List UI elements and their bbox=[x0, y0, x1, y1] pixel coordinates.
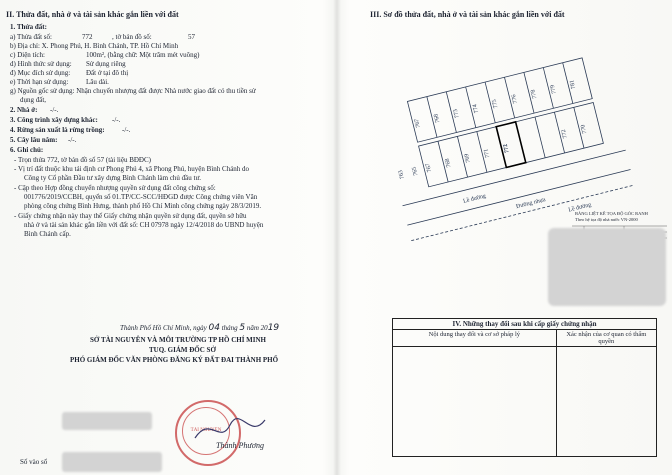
redacted-box-1 bbox=[62, 412, 152, 430]
other-construction-label: 3. Công trình xây dựng khác: bbox=[10, 116, 98, 124]
redacted-box-2 bbox=[62, 452, 162, 472]
lot-767: 767 bbox=[425, 162, 434, 173]
lot-770: 770 bbox=[580, 123, 589, 135]
lot-779: 779 bbox=[549, 84, 558, 95]
lot-772b: 772 bbox=[560, 128, 569, 139]
agency-line-3: PHÓ GIÁM ĐỐC VĂN PHÒNG ĐĂNG KÝ ĐẤT ĐAI THÀNH PHỐ bbox=[70, 356, 279, 364]
note-line-2: - Vị trí đất thuộc khu tái định cư Phong Phú 4, xã Phong Phú, huyện Bình Chánh do bbox=[14, 165, 250, 173]
section-4-title: IV. Những thay đổi sau khi cấp giấy chứng nhận bbox=[393, 319, 657, 330]
road-label: Đường nhựa bbox=[515, 197, 547, 211]
authority-cell bbox=[556, 347, 656, 457]
address-line: b) Địa chỉ: X. Phong Phú, H. Bình Chánh, TP. Hồ Chí Minh bbox=[10, 42, 179, 50]
col-change-content: Nội dung thay đổi và cơ sở pháp lý bbox=[393, 330, 557, 347]
lot-776: 776 bbox=[511, 93, 520, 104]
section-2-title: II. Thửa đất, nhà ở và tài sản khác gắn liền với đất bbox=[6, 10, 179, 19]
lot-767a: 767 bbox=[413, 117, 422, 129]
lot-771: 771 bbox=[483, 148, 492, 159]
change-content-cell bbox=[393, 347, 557, 457]
seal-text: TÀI NGUYÊN bbox=[190, 428, 222, 433]
note-line-1: - Trọn thửa 772, tờ bản đồ số 57 (tài liệu BĐĐC) bbox=[14, 156, 151, 164]
col-authority-confirm: Xác nhận của cơ quan có thẩm quyền bbox=[556, 330, 656, 347]
signer-name: Thành Phương bbox=[216, 441, 264, 450]
perennial-label: 5. Cây lâu năm: bbox=[10, 136, 58, 144]
house-label: 2. Nhà ở: bbox=[10, 106, 38, 114]
agency-line-1: SỞ TÀI NGUYÊN VÀ MÔI TRƯỜNG TP HỒ CHÍ MINH bbox=[90, 336, 266, 344]
section-3-title: III. Sơ đồ thửa đất, nhà ở và tài sản khác gắn liền với đất bbox=[370, 10, 565, 19]
lot-775: 775 bbox=[491, 98, 500, 109]
plot-number-label: a) Thửa đất số: bbox=[10, 33, 52, 41]
changes-table bbox=[392, 318, 657, 457]
usage-form-label: d) Hình thức sử dụng: bbox=[10, 60, 72, 68]
lot-768: 768 bbox=[444, 157, 453, 168]
map-sheet-value: 57 bbox=[188, 33, 195, 41]
forest-value: -/-. bbox=[122, 126, 131, 134]
book-number-label: Số vào sổ bbox=[20, 458, 48, 466]
lot-768a: 768 bbox=[433, 113, 442, 124]
road-edge-label-2: Lề đường bbox=[567, 202, 592, 214]
road-edge-label-1: Lề đường bbox=[462, 193, 487, 205]
house-value: -/-. bbox=[50, 106, 59, 114]
note-line-6: phòng công chứng Bình Hưng, thành phố Hồ Chí Minh công chứng ngày 28/3/2019. bbox=[24, 202, 262, 210]
map-sheet-label: , tờ bản đồ số: bbox=[112, 33, 152, 41]
origin-line-1: g) Nguồn gốc sử dụng: Nhận chuyển nhượng đất được Nhà nước giao đất có thu tiền sử bbox=[10, 87, 256, 95]
redacted-coordinates bbox=[548, 228, 666, 306]
note-line-7: - Giấy chứng nhận này thay thế Giấy chứng nhận quyền sử dụng đất, quyền sở hữu bbox=[14, 212, 247, 220]
lot-772: 772 bbox=[502, 143, 511, 154]
other-construction-value: -/-. bbox=[112, 116, 121, 124]
usage-term-label: e) Thời hạn sử dụng: bbox=[10, 78, 69, 86]
note-line-9: Bình Chánh cấp. bbox=[24, 230, 71, 238]
origin-line-2: dụng đất, bbox=[20, 96, 47, 104]
note-line-3: Công ty Cổ phần Đầu tư xây dựng Bình Chánh làm chủ đầu tư. bbox=[24, 174, 202, 182]
lot-765: 765 bbox=[411, 165, 420, 177]
notes-heading: 6. Ghi chú: bbox=[10, 146, 44, 154]
area-label: c) Diện tích: bbox=[10, 51, 45, 59]
lot-763: 763 bbox=[397, 169, 406, 180]
usage-term-value: Lâu dài. bbox=[86, 78, 109, 86]
lot-769: 769 bbox=[463, 152, 472, 164]
forest-label: 4. Rừng sản xuất là rừng trồng: bbox=[10, 126, 105, 134]
note-line-5: 001776/2019/CCBH, quyển số 01.TP/CC-SCC/HĐGD được Công chứng viên Văn bbox=[24, 193, 258, 201]
usage-purpose-label: đ) Mục đích sử dụng: bbox=[10, 69, 71, 77]
page-fold bbox=[333, 0, 341, 475]
perennial-value: -/-. bbox=[68, 136, 77, 144]
issue-date: Thành Phố Hồ Chí Minh, ngày 04 tháng 5 năm 2019 bbox=[120, 323, 280, 333]
area-value: 100m², (bằng chữ: Một trăm mét vuông) bbox=[86, 51, 200, 59]
agency-line-2: TUQ. GIÁM ĐỐC SỞ bbox=[149, 346, 216, 354]
land-plot-heading: 1. Thửa đất: bbox=[10, 23, 47, 31]
lot-774: 774 bbox=[472, 103, 481, 114]
lot-778: 778 bbox=[530, 88, 539, 100]
coord-table-subtitle: Theo hệ tọa độ nhà nước VN-2000 bbox=[575, 217, 638, 222]
note-line-4: - Cập theo Hợp đồng chuyển nhượng quyền sử dụng đất công chứng số: bbox=[14, 184, 216, 192]
usage-form-value: Sử dụng riêng bbox=[86, 60, 126, 68]
lot-773: 773 bbox=[452, 108, 461, 119]
plot-number-value: 772 bbox=[82, 33, 93, 41]
coord-table-title: BẢNG LIỆT KÊ TỌA ĐỘ GÓC RANH bbox=[575, 211, 648, 216]
usage-purpose-value: Đất ở tại đô thị bbox=[86, 69, 129, 77]
lot-781: 781 bbox=[569, 79, 578, 90]
note-line-8: nhà ở và tài sản khác gắn liền với đất số: CH 07978 ngày 12/4/2018 do UBND huyện bbox=[24, 221, 264, 229]
